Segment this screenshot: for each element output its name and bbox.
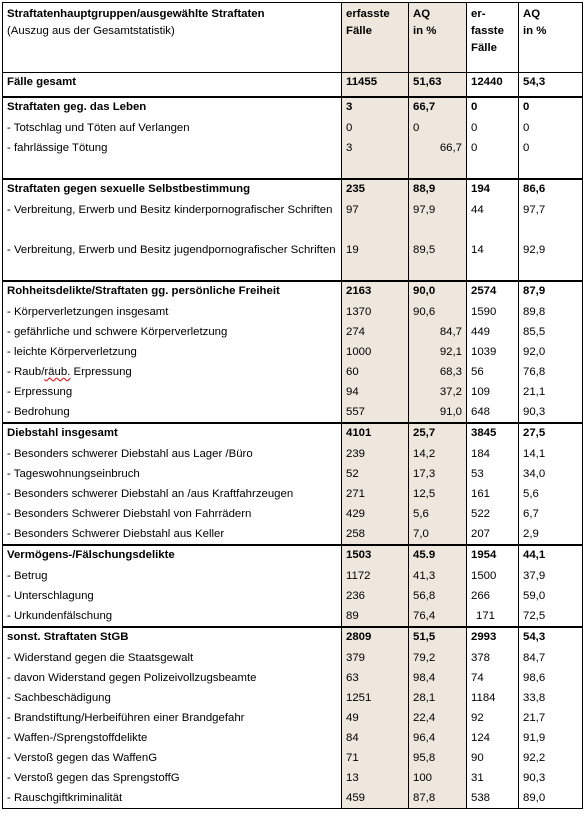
table-row bbox=[3, 586, 583, 606]
row-aq-1: 37,2 bbox=[409, 382, 467, 402]
row-aq-2: 92,9 bbox=[519, 240, 583, 281]
row-cases-2: 207 bbox=[467, 524, 519, 545]
row-cases-1: 0 bbox=[342, 118, 409, 138]
row-aq-1: 95,8 bbox=[409, 748, 467, 768]
row-cases-1: 236 bbox=[342, 586, 409, 606]
row-aq-1: 76,4 bbox=[409, 606, 467, 627]
row-cases-1: 1000 bbox=[342, 342, 409, 362]
row-aq-1: 91,0 bbox=[409, 402, 467, 423]
row-cases-2: 56 bbox=[467, 362, 519, 382]
row-aq-2: 0 bbox=[519, 97, 583, 118]
header-cases-1-line2: Fälle bbox=[346, 25, 372, 37]
row-aq-1: 87,8 bbox=[409, 788, 467, 809]
row-aq-1: 12,5 bbox=[409, 484, 467, 504]
table-row bbox=[3, 362, 583, 382]
header-aq-1-line1: AQ bbox=[413, 8, 431, 20]
row-aq-1: 98,4 bbox=[409, 668, 467, 688]
table-row bbox=[3, 138, 583, 158]
row-aq-1: 79,2 bbox=[409, 648, 467, 668]
row-cases-1: 1251 bbox=[342, 688, 409, 708]
row-aq-1: 14,2 bbox=[409, 444, 467, 464]
row-aq-2: 6,7 bbox=[519, 504, 583, 524]
row-aq-2: 21,7 bbox=[519, 708, 583, 728]
header-title: Straftatenhauptgruppen/ausgewählte Straftaten bbox=[7, 8, 265, 20]
table-row bbox=[3, 668, 583, 688]
row-cases-2: 1184 bbox=[467, 688, 519, 708]
row-aq-2: 92,2 bbox=[519, 748, 583, 768]
row-label: - Totschlag und Töten auf Verlangen bbox=[3, 118, 342, 138]
row-aq-1: 88,9 bbox=[409, 179, 467, 200]
row-cases-1: 235 bbox=[342, 179, 409, 200]
table-row bbox=[3, 768, 583, 788]
row-cases-1: 258 bbox=[342, 524, 409, 545]
header-cases-2 bbox=[467, 3, 519, 73]
row-aq-1: 45.9 bbox=[409, 545, 467, 566]
row-aq-2: 92,0 bbox=[519, 342, 583, 362]
header-aq-2-line2: in % bbox=[523, 25, 547, 37]
row-cases-2: 1590 bbox=[467, 302, 519, 322]
header-aq-2-line1: AQ bbox=[523, 8, 541, 20]
row-cases-2: 378 bbox=[467, 648, 519, 668]
row-cases-1: 379 bbox=[342, 648, 409, 668]
row-label: Straftaten geg. das Leben bbox=[3, 97, 342, 118]
row-aq-1: 90,0 bbox=[409, 281, 467, 302]
header-aq-1 bbox=[409, 3, 467, 73]
row-cases-1: 94 bbox=[342, 382, 409, 402]
row-aq-2: 76,8 bbox=[519, 362, 583, 382]
spacer-cell bbox=[3, 158, 342, 179]
row-cases-2: 0 bbox=[467, 138, 519, 158]
row-cases-2: 648 bbox=[467, 402, 519, 423]
spacer-cell bbox=[342, 158, 409, 179]
total-aq-2: 54,3 bbox=[519, 73, 583, 98]
row-label: sonst. Straftaten StGB bbox=[3, 627, 342, 648]
table-row bbox=[3, 728, 583, 748]
row-label: - Widerstand gegen die Staatsgewalt bbox=[3, 648, 342, 668]
table-row bbox=[3, 788, 583, 809]
table-row bbox=[3, 444, 583, 464]
row-cases-1: 459 bbox=[342, 788, 409, 809]
row-cases-2: 171 bbox=[467, 606, 519, 627]
table-row bbox=[3, 748, 583, 768]
table-row-group bbox=[3, 281, 583, 302]
row-aq-2: 44,1 bbox=[519, 545, 583, 566]
row-cases-2: 0 bbox=[467, 97, 519, 118]
spellcheck-word: räub. bbox=[44, 366, 71, 378]
row-aq-2: 86,6 bbox=[519, 179, 583, 200]
row-label: Diebstahl insgesamt bbox=[3, 423, 342, 444]
row-label-part: - Raub/ bbox=[7, 366, 45, 378]
row-cases-1: 2809 bbox=[342, 627, 409, 648]
row-cases-2: 184 bbox=[467, 444, 519, 464]
crime-statistics-table bbox=[2, 2, 583, 809]
row-aq-2: 89,0 bbox=[519, 788, 583, 809]
row-aq-2: 0 bbox=[519, 138, 583, 158]
table-row bbox=[3, 302, 583, 322]
row-cases-1: 1503 bbox=[342, 545, 409, 566]
row-aq-2: 59,0 bbox=[519, 586, 583, 606]
row-cases-2: 449 bbox=[467, 322, 519, 342]
table-row bbox=[3, 648, 583, 668]
header-subtitle: (Auszug aus der Gesamtstatistik) bbox=[7, 25, 175, 37]
row-cases-2: 124 bbox=[467, 728, 519, 748]
row-aq-1: 28,1 bbox=[409, 688, 467, 708]
table-row bbox=[3, 342, 583, 362]
row-label: - Sachbeschädigung bbox=[3, 688, 342, 708]
row-label: - Erpressung bbox=[3, 382, 342, 402]
row-aq-1: 7,0 bbox=[409, 524, 467, 545]
row-aq-1: 89,5 bbox=[409, 240, 467, 281]
row-aq-1: 97,9 bbox=[409, 200, 467, 240]
total-row bbox=[3, 73, 583, 98]
row-cases-1: 274 bbox=[342, 322, 409, 342]
row-cases-2: 53 bbox=[467, 464, 519, 484]
row-cases-2: 194 bbox=[467, 179, 519, 200]
row-aq-1: 5,6 bbox=[409, 504, 467, 524]
row-cases-1: 63 bbox=[342, 668, 409, 688]
row-cases-2: 14 bbox=[467, 240, 519, 281]
header-cases-2-line3: Fälle bbox=[471, 42, 497, 54]
row-aq-1: 66,7 bbox=[409, 97, 467, 118]
row-label: - davon Widerstand gegen Polizeivollzugsbeamte bbox=[3, 668, 342, 688]
row-aq-1: 68,3 bbox=[409, 362, 467, 382]
table-row bbox=[3, 606, 583, 627]
row-label: - fahrlässige Tötung bbox=[3, 138, 342, 158]
row-cases-1: 49 bbox=[342, 708, 409, 728]
row-label: - Verstoß gegen das SprengstoffG bbox=[3, 768, 342, 788]
row-cases-2: 74 bbox=[467, 668, 519, 688]
table-row bbox=[3, 382, 583, 402]
row-label: - Besonders Schwerer Diebstahl von Fahrrädern bbox=[3, 504, 342, 524]
row-cases-2: 90 bbox=[467, 748, 519, 768]
row-label: - gefährliche und schwere Körperverletzung bbox=[3, 322, 342, 342]
table-row bbox=[3, 118, 583, 138]
header-cases-2-line1: er- bbox=[471, 8, 486, 20]
table-row bbox=[3, 524, 583, 545]
table-row-group bbox=[3, 627, 583, 648]
header-aq-2 bbox=[519, 3, 583, 73]
row-cases-1: 1172 bbox=[342, 566, 409, 586]
row-cases-1: 71 bbox=[342, 748, 409, 768]
row-aq-2: 5,6 bbox=[519, 484, 583, 504]
row-aq-2: 90,3 bbox=[519, 768, 583, 788]
row-aq-1: 96,4 bbox=[409, 728, 467, 748]
row-aq-1: 92,1 bbox=[409, 342, 467, 362]
row-cases-2: 2993 bbox=[467, 627, 519, 648]
row-cases-1: 84 bbox=[342, 728, 409, 748]
row-aq-2: 33,8 bbox=[519, 688, 583, 708]
row-aq-1: 25,7 bbox=[409, 423, 467, 444]
row-label: - leichte Körperverletzung bbox=[3, 342, 342, 362]
row-aq-2: 97,7 bbox=[519, 200, 583, 240]
row-label: - Rauschgiftkriminalität bbox=[3, 788, 342, 809]
row-label: - Besonders schwerer Diebstahl an /aus Kraftfahrzeugen bbox=[3, 484, 342, 504]
row-label-part: Erpressung bbox=[70, 366, 132, 378]
table-row bbox=[3, 240, 583, 281]
row-cases-1: 1370 bbox=[342, 302, 409, 322]
total-label: Fälle gesamt bbox=[3, 73, 342, 98]
row-cases-1: 2163 bbox=[342, 281, 409, 302]
total-cases-2: 12440 bbox=[467, 73, 519, 98]
row-label: - Unterschlagung bbox=[3, 586, 342, 606]
row-cases-1: 239 bbox=[342, 444, 409, 464]
row-cases-1: 557 bbox=[342, 402, 409, 423]
row-aq-2: 37,9 bbox=[519, 566, 583, 586]
row-label: - Waffen-/Sprengstoffdelikte bbox=[3, 728, 342, 748]
row-aq-1: 90,6 bbox=[409, 302, 467, 322]
row-label: - Besonders schwerer Diebstahl aus Lager /Büro bbox=[3, 444, 342, 464]
header-aq-1-line2: in % bbox=[413, 25, 437, 37]
row-cases-2: 0 bbox=[467, 118, 519, 138]
row-aq-2: 34,0 bbox=[519, 464, 583, 484]
row-aq-2: 54,3 bbox=[519, 627, 583, 648]
row-cases-2: 44 bbox=[467, 200, 519, 240]
row-label: Vermögens-/Fälschungsdelikte bbox=[3, 545, 342, 566]
header-category-cell bbox=[3, 3, 342, 73]
row-label: - Verbreitung, Erwerb und Besitz jugendpornografischer Schriften bbox=[3, 240, 342, 281]
row-label: - Besonders Schwerer Diebstahl aus Keller bbox=[3, 524, 342, 545]
statistics-table-container bbox=[2, 2, 582, 809]
row-cases-1: 97 bbox=[342, 200, 409, 240]
table-row-group bbox=[3, 179, 583, 200]
row-aq-2: 21,1 bbox=[519, 382, 583, 402]
row-label: - Verstoß gegen das WaffenG bbox=[3, 748, 342, 768]
table-row bbox=[3, 464, 583, 484]
header-cases-1 bbox=[342, 3, 409, 73]
row-aq-2: 27,5 bbox=[519, 423, 583, 444]
row-cases-2: 92 bbox=[467, 708, 519, 728]
row-label: - Verbreitung, Erwerb und Besitz kinderpornografischer Schriften bbox=[3, 200, 342, 240]
row-cases-1: 19 bbox=[342, 240, 409, 281]
row-aq-2: 98,6 bbox=[519, 668, 583, 688]
row-cases-2: 109 bbox=[467, 382, 519, 402]
spacer-cell bbox=[467, 158, 519, 179]
row-aq-2: 85,5 bbox=[519, 322, 583, 342]
total-aq-1: 51,63 bbox=[409, 73, 467, 98]
row-aq-1: 100 bbox=[409, 768, 467, 788]
table-row bbox=[3, 566, 583, 586]
header-cases-1-line1: erfasste bbox=[346, 8, 390, 20]
row-aq-2: 2,9 bbox=[519, 524, 583, 545]
row-aq-2: 87,9 bbox=[519, 281, 583, 302]
header-cases-2-line2: fasste bbox=[471, 25, 504, 37]
row-cases-2: 1039 bbox=[467, 342, 519, 362]
row-label: - Körperverletzungen insgesamt bbox=[3, 302, 342, 322]
row-cases-1: 60 bbox=[342, 362, 409, 382]
table-row-group bbox=[3, 423, 583, 444]
row-cases-2: 1500 bbox=[467, 566, 519, 586]
row-cases-2: 161 bbox=[467, 484, 519, 504]
row-aq-2: 90,3 bbox=[519, 402, 583, 423]
row-aq-2: 0 bbox=[519, 118, 583, 138]
row-label: - Bedrohung bbox=[3, 402, 342, 423]
row-cases-1: 4101 bbox=[342, 423, 409, 444]
row-aq-1: 22,4 bbox=[409, 708, 467, 728]
row-aq-2: 72,5 bbox=[519, 606, 583, 627]
table-row-group bbox=[3, 97, 583, 118]
table-row bbox=[3, 402, 583, 423]
row-aq-2: 91,9 bbox=[519, 728, 583, 748]
row-aq-1: 0 bbox=[409, 118, 467, 138]
row-aq-1: 66,7 bbox=[409, 138, 467, 158]
row-cases-2: 266 bbox=[467, 586, 519, 606]
row-label: - Brandstiftung/Herbeiführen einer Brandgefahr bbox=[3, 708, 342, 728]
spacer-cell bbox=[519, 158, 583, 179]
row-cases-1: 52 bbox=[342, 464, 409, 484]
row-cases-2: 522 bbox=[467, 504, 519, 524]
row-cases-2: 538 bbox=[467, 788, 519, 809]
row-cases-1: 429 bbox=[342, 504, 409, 524]
row-label: - Betrug bbox=[3, 566, 342, 586]
row-cases-1: 3 bbox=[342, 97, 409, 118]
row-aq-1: 41,3 bbox=[409, 566, 467, 586]
row-label: Straftaten gegen sexuelle Selbstbestimmung bbox=[3, 179, 342, 200]
row-cases-2: 1954 bbox=[467, 545, 519, 566]
table-row bbox=[3, 708, 583, 728]
table-row-group bbox=[3, 545, 583, 566]
row-label: - Tageswohnungseinbruch bbox=[3, 464, 342, 484]
spacer-cell bbox=[409, 158, 467, 179]
table-header-row bbox=[3, 3, 583, 73]
row-label bbox=[3, 362, 342, 382]
row-label: Rohheitsdelikte/Straftaten gg. persönliche Freiheit bbox=[3, 281, 342, 302]
row-aq-2: 14,1 bbox=[519, 444, 583, 464]
row-cases-1: 89 bbox=[342, 606, 409, 627]
row-aq-1: 17,3 bbox=[409, 464, 467, 484]
total-cases-1: 11455 bbox=[342, 73, 409, 98]
row-aq-2: 89,8 bbox=[519, 302, 583, 322]
row-aq-1: 84,7 bbox=[409, 322, 467, 342]
row-aq-2: 84,7 bbox=[519, 648, 583, 668]
table-row bbox=[3, 504, 583, 524]
row-cases-1: 3 bbox=[342, 138, 409, 158]
spacer-row bbox=[3, 158, 583, 179]
row-aq-1: 51,5 bbox=[409, 627, 467, 648]
table-row bbox=[3, 322, 583, 342]
row-cases-1: 13 bbox=[342, 768, 409, 788]
table-row bbox=[3, 688, 583, 708]
row-cases-1: 271 bbox=[342, 484, 409, 504]
row-label: - Urkundenfälschung bbox=[3, 606, 342, 627]
table-row bbox=[3, 484, 583, 504]
table-row bbox=[3, 200, 583, 240]
row-cases-2: 2574 bbox=[467, 281, 519, 302]
row-cases-2: 3845 bbox=[467, 423, 519, 444]
row-cases-2: 31 bbox=[467, 768, 519, 788]
row-aq-1: 56,8 bbox=[409, 586, 467, 606]
